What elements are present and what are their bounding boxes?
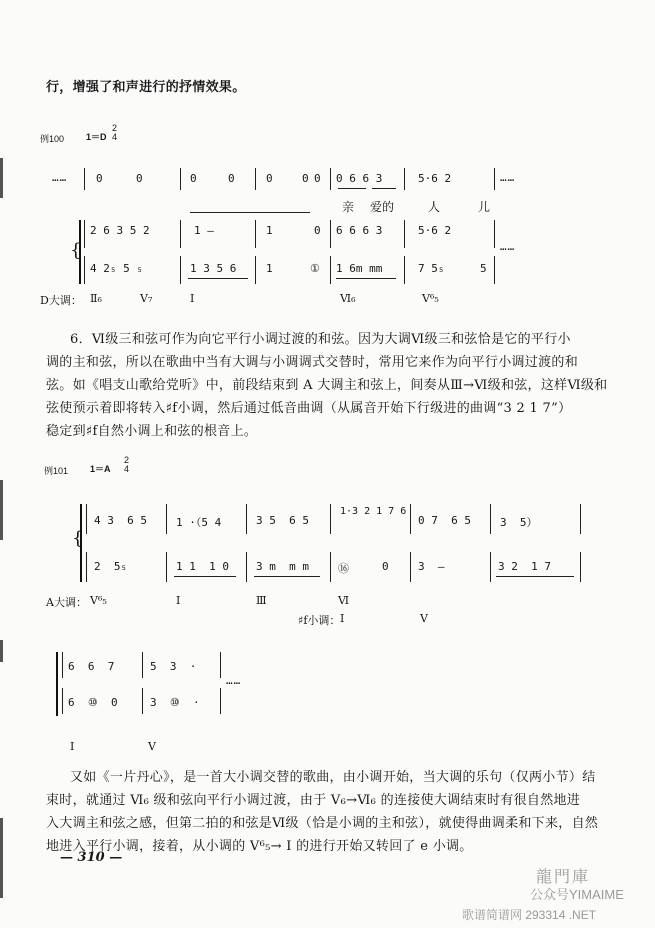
dots-right: ……: [226, 674, 242, 687]
notes: 5 3 ·: [150, 660, 197, 673]
para-line: 稳定到♯f自然小调上和弦的根音上。: [46, 424, 258, 439]
chord: Ⅱ₆: [90, 292, 102, 305]
watermark-site: 公众号YIMAIME: [530, 887, 624, 902]
margin-bar: [0, 640, 3, 662]
notes: 1 6m mm: [336, 262, 383, 275]
notes: 2 6 3 5 2: [90, 224, 150, 237]
top-line: 行，增强了和声进行的抒情效果。: [46, 80, 246, 95]
notes: 0: [314, 224, 321, 237]
rest: 0: [302, 172, 309, 185]
example-100-key: 1＝D: [86, 132, 107, 142]
watermark-logo: 龍門庫: [536, 869, 591, 886]
notes: 6 6 7: [68, 660, 115, 673]
meter-bottom: 4: [112, 132, 118, 142]
rest: 0: [136, 172, 143, 185]
chord: V: [420, 612, 428, 625]
rest: 0: [314, 172, 321, 185]
harmony-row-100: [40, 292, 600, 312]
paragraph-last: [46, 766, 621, 858]
lyric: 爱的: [370, 200, 395, 214]
para-line: 弦使预示着即将转入♯f小调，然后通过低音曲调（从属音开始下行级进的曲调“3 2 1 7”）: [46, 401, 572, 416]
para-line: 束时，就通过 Ⅵ₆ 级和弦向平行小调过渡，由于 V₆→Ⅵ₆ 的连接使大调结束时有很自然地进: [46, 793, 581, 808]
notes: 3 —: [418, 560, 445, 573]
notes: ①: [310, 262, 320, 275]
chord: I: [70, 740, 75, 753]
notes: 6 6 6 3: [336, 224, 383, 237]
lyric: 人: [428, 200, 441, 214]
notes: 0: [382, 560, 389, 573]
dots-right: ……: [500, 171, 516, 184]
notes: 1 —: [194, 224, 214, 237]
lyric: 儿: [478, 200, 491, 214]
notes: 1: [266, 224, 273, 237]
example-101-key: 1＝A: [90, 464, 111, 474]
chord: V⁶₅: [90, 594, 107, 607]
notes: 7 5₅: [418, 262, 445, 275]
dots-left: ……: [52, 171, 68, 184]
notes: 4 3 6 5: [94, 514, 147, 527]
notes: 1 3 5 6: [190, 262, 237, 275]
rest: 0: [190, 172, 197, 185]
meter-top: 2: [124, 455, 130, 465]
chord: I: [190, 292, 195, 305]
para-line: 地进入平行小调，接着，从小调的 V⁶₅→ I 的进行开始又转回了 e 小调。: [46, 839, 473, 854]
notes: 3 5 6 5: [256, 514, 309, 527]
para-line: 又如《一片丹心》，是一首大小调交替的歌曲，由小调开始，当大调的乐句（仅两小节）结: [70, 770, 596, 785]
key-label: A大调：: [46, 596, 87, 609]
notes: 1 1 1 0: [176, 560, 229, 573]
notes: 0 7 6 5: [418, 514, 471, 527]
margin-bar: [0, 480, 3, 540]
notes: 3 m m m: [256, 560, 309, 573]
dots-right: ……: [500, 240, 516, 253]
notes: 0 6 6 3: [336, 172, 383, 185]
chord: I: [176, 594, 181, 607]
para-line: 入大调主和弦之感，但第二拍的和弦是Ⅵ级（恰是小调的主和弦），就使得曲调柔和下来，自然: [46, 816, 599, 831]
notes: 6 ⑩ 0: [68, 696, 118, 709]
paragraph-6: [46, 328, 621, 443]
harmony-row-101: [46, 594, 606, 638]
watermark-bottom: 歌谱简谱网 293314 .NET: [462, 908, 597, 922]
notes: ⑯: [338, 562, 349, 575]
para-line: 调的主和弦，所以在歌曲中当有大调与小调调式交替时，常用它来作为向平行小调过渡的和: [46, 355, 579, 370]
margin-bar: [0, 158, 3, 198]
chord: I: [340, 612, 345, 625]
notes: 2 5₅: [94, 560, 128, 573]
rest: 0: [266, 172, 273, 185]
key-label-minor: ♯f小调：: [298, 614, 341, 627]
chord: V: [148, 740, 156, 753]
score-example-101: { 4 3 6 5 1 ·（5 4 3 5 6 5 1·3 2 1 7 6 0 7 6 5 3 5） 2 5₅ 1 1 1 0 3 m m m ⑯ 0 3 — 3 2 1 7: [0, 498, 655, 588]
notes: 3 ⑩ ·: [150, 696, 200, 709]
harmony-row-101b: [70, 740, 270, 760]
score-example-101-continued: [0, 648, 655, 718]
para-line: 6．Ⅵ级三和弦可作为向它平行小调过渡的和弦。因为大调Ⅵ级三和弦恰是它的平行小: [70, 332, 571, 347]
margin-bar: [0, 818, 3, 898]
example-100-label: 例100: [40, 134, 65, 144]
example-100-meter: [112, 124, 117, 142]
meter-bottom: 4: [124, 464, 130, 474]
example-101-meter: [124, 456, 129, 474]
lyric: 亲: [342, 200, 355, 214]
notes: 1·3 2 1 7 6: [340, 506, 407, 517]
key-label: D大调：: [40, 294, 82, 307]
rest: 0: [228, 172, 235, 185]
rest: 0: [96, 172, 103, 185]
chord: Ⅲ: [256, 594, 267, 607]
chord: Ⅵ₆: [340, 292, 356, 305]
chord: Ⅵ: [338, 594, 350, 607]
notes: 1 ·（5 4: [176, 516, 222, 529]
notes: 5·6 2: [418, 172, 452, 185]
para-line: 弦。如《唱支山歌给党听》中，前段结束到 A 大调主和弦上，间奏从Ⅲ→Ⅵ级和弦，这样Ⅵ级和: [46, 378, 608, 393]
chord: V⁶₅: [422, 292, 439, 305]
notes: 1: [266, 262, 273, 275]
page-number: — 310 —: [60, 850, 123, 865]
meter-top: 2: [112, 123, 118, 133]
notes: 5: [480, 262, 487, 275]
chord: V₇: [140, 292, 153, 305]
example-101-label: 例101: [44, 466, 69, 476]
notes: 3 2 1 7: [498, 560, 551, 573]
notes: 5·6 2: [418, 224, 452, 237]
notes: 3 5）: [500, 516, 538, 529]
notes: 4 2₅ 5 ₅: [90, 262, 143, 275]
score-example-100: …… 0 0 0 0 0 0 0 0 6 6 3 5·6 2 …… 亲 爱的 人 儿 { 2 6 3 5 2 1 — 1 0 6 6 6 3 5·6 2 …… 4 2₅ 5 ₅ 1 3 5 6 1 ① 1 6m mm 7 5₅ 5: [0, 160, 655, 300]
